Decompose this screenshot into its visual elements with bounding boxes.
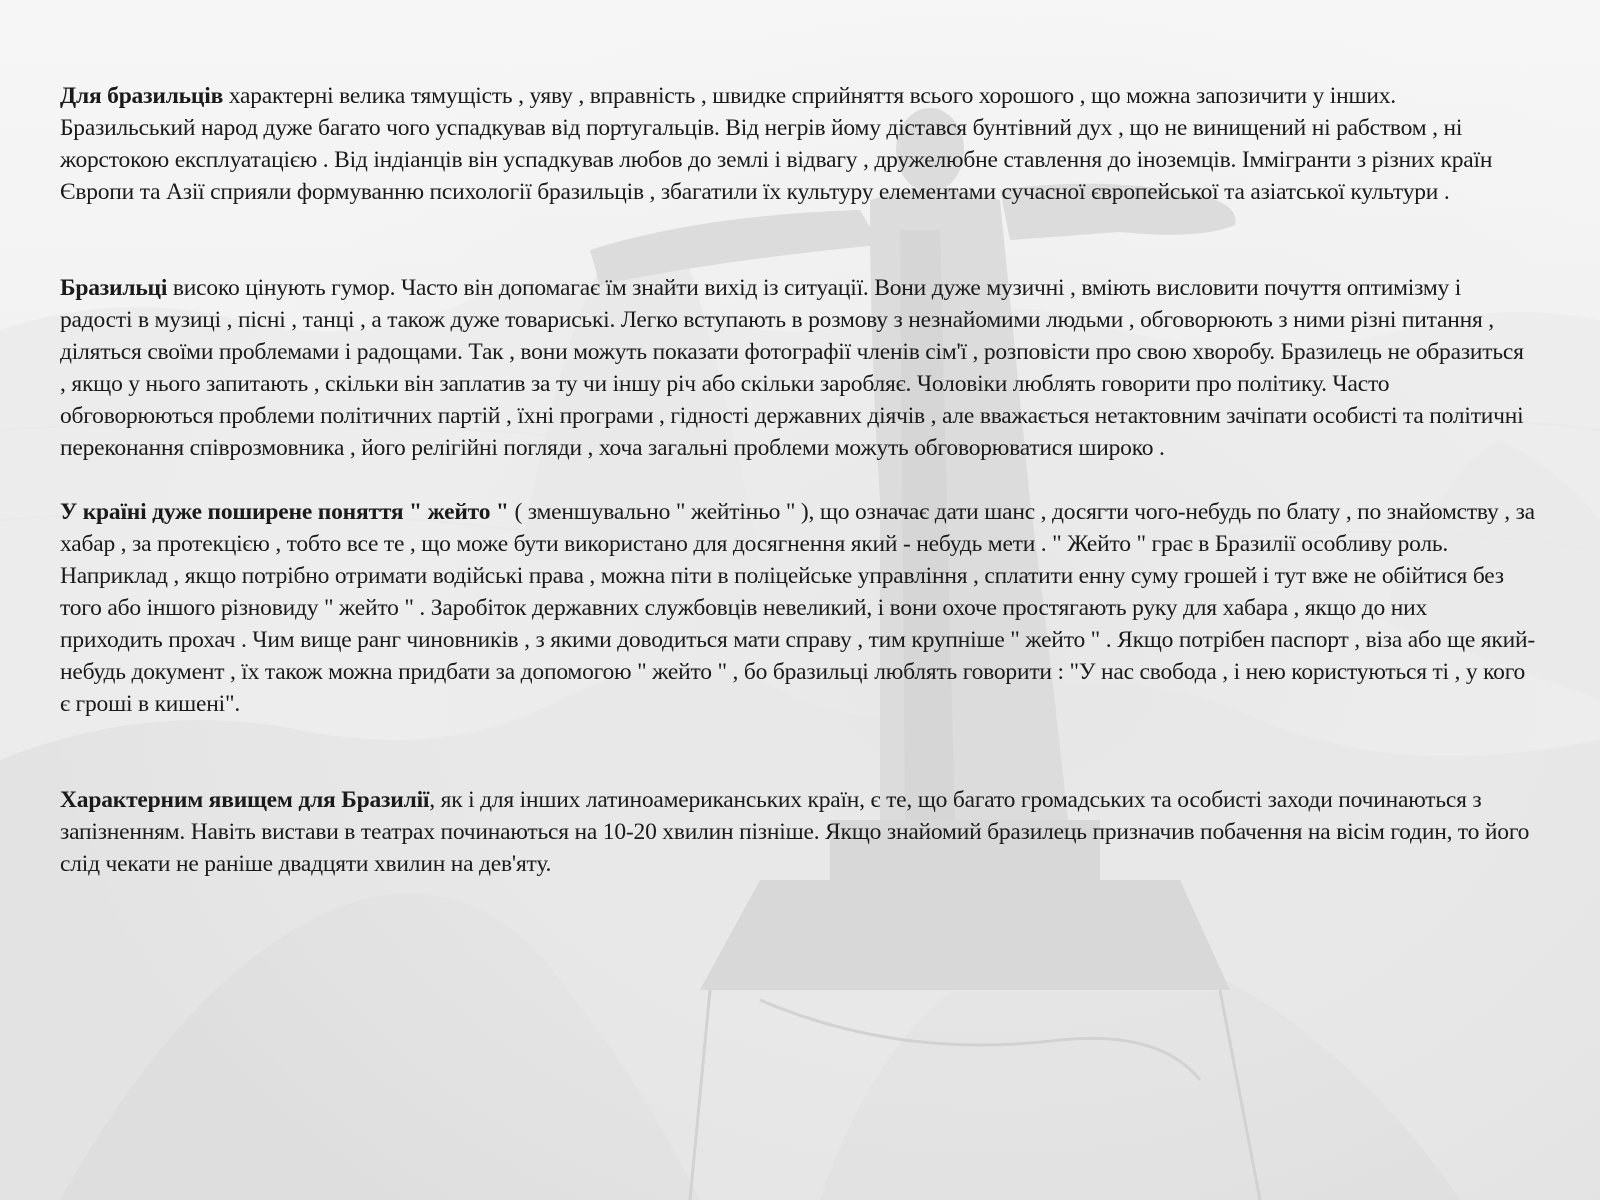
- paragraph-lead: Бразильці: [60, 275, 168, 301]
- paragraph-lead: Для бразильців: [60, 83, 224, 109]
- paragraph-body: характерні велика тямущість , уяву , вправність , швидке сприйняття всього хорошого , що можна запозичити у інших. Бразильський народ дуже багато чого успадкував від португальців. Від негрів йому дістався бунтівний дух , що не винищений ні рабством , ні жорстокою експлуатацією . Від індіанців він успадкував любов до землі і відвагу , дружелюбне ставлення до іноземців. Іммігранти з різних країн Європи та Азії сприяли формуванню психології бразильців , збагатили їх культуру елементами сучасної європейської та азіатської культури .: [60, 83, 1493, 205]
- paragraph-body: високо цінують гумор. Часто він допомагає їм знайти вихід із ситуації. Вони дуже музичні , вміють висловити почуття оптимізму і радості в музиці , пісні , танці , а також дуже товариські. Легко вступають в розмову з незнайомими людьми , обговорюють з ними різні питання , діляться своїми проблемами і радощами. Так , вони можуть показати фотографії членів сім'ї , розповісти про свою хворобу. Бразилець не образиться , якщо у нього запитають , скільки він заплатив за ту чи іншу річ або скільки заробляє. Чоловіки люблять говорити про політику. Часто обговорюються проблеми політичних партій , їхні програми , гідності державних діячів , але вважається нетактовним зачіпати особисті та політичні переконання співрозмовника , його релігійні погляди , хоча загальні проблеми можуть обговорюватися широко .: [60, 275, 1524, 461]
- paragraph-lateness: [60, 784, 1535, 880]
- paragraph-lead: Характерним явищем для Бразилії: [60, 787, 430, 813]
- paragraph-body: ( зменшувально " жейтіньо " ), що означає дати шанс , досягти чого-небудь по блату , по знайомству , за хабар , за протекцією , тобто все те , що може бути використано для досягнення який - небудь мети . " Жейто " грає в Бразилії особливу роль. Наприклад , якщо потрібно отримати водійські права , можна піти в поліцейське управління , сплатити енну суму грошей і тут вже не обійтися без того або іншого різновиду " жейто " . Заробіток державних службовців невеликий, і вони охоче простягають руку для хабара , якщо до них приходить прохач . Чим вище ранг чиновників , з якими доводиться мати справу , тим крупніше " жейто " . Якщо потрібен паспорт , віза або ще який-небудь документ , їх також можна придбати за допомогою " жейто " , бо бразильці люблять говорити : "У нас свобода , і нею користуються ті , у кого є гроші в кишені".: [60, 499, 1536, 717]
- text-content: [60, 80, 1535, 880]
- paragraph-brazilians-character: [60, 80, 1535, 208]
- paragraph-jeito: [60, 496, 1535, 720]
- paragraph-body: , як і для інших латиноамериканських країн, є те, що багато громадських та особисті заходи починаються з запізненням. Навіть вистави в театрах починаються на 10-20 хвилин пізніше. Якщо знайомий бразилець призначив побачення на вісім годин, то його слід чекати не раніше двадцяти хвилин на дев'яту.: [60, 787, 1530, 877]
- paragraph-lead: У країні дуже поширене поняття " жейто ": [60, 499, 509, 525]
- paragraph-brazilians-humor: [60, 272, 1535, 464]
